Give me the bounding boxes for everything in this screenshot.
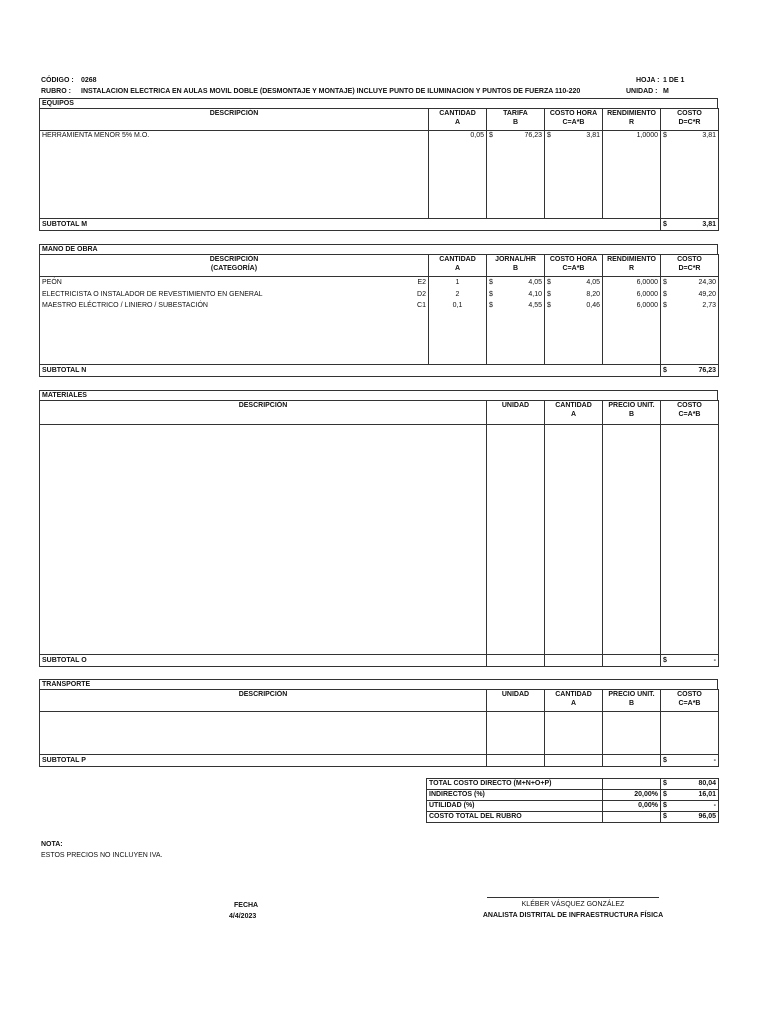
table-row [40, 425, 719, 655]
materiales-table [39, 400, 719, 667]
indirectos-label: INDIRECTOS (%) [427, 790, 603, 801]
indirectos-value: $ 16,01 [661, 790, 719, 801]
costo-total-value: $ 96,05 [661, 812, 719, 823]
materiales-col-precio: PRECIO UNIT. B [603, 401, 661, 425]
mano-obra-costo-hora-cell: $ 4,05 $ 8,20 $ 0,46 [545, 277, 603, 365]
equipos-row-costo: $ 3,81 [661, 131, 719, 219]
equipos-table [39, 108, 719, 231]
table-row [40, 712, 719, 755]
costo-total-label: COSTO TOTAL DEL RUBRO [427, 812, 603, 823]
equipos-col-desc: DESCRIPCIÓN [40, 109, 429, 131]
equipos-col-costo: COSTO D=C*R [661, 109, 719, 131]
utilidad-value: $ - [661, 801, 719, 812]
mano-obra-col-cantidad: CANTIDAD A [429, 255, 487, 277]
materiales-col-cantidad: CANTIDAD A [545, 401, 603, 425]
mano-obra-col-jornal: JORNAL/HR B [487, 255, 545, 277]
table-row [40, 131, 719, 219]
transporte-subtotal-label: SUBTOTAL P [40, 755, 487, 767]
totales-table [426, 778, 719, 823]
mano-obra-costo-cell: $ 24,30 $ 49,20 $ 2,73 [661, 277, 719, 365]
indirectos-pct: 20,00% [603, 790, 661, 801]
mano-obra-subtotal-value: $ 76,23 [661, 365, 719, 377]
equipos-section-title: EQUIPOS [39, 98, 718, 108]
equipos-row-cantidad: 0,05 [429, 131, 487, 219]
firma-name: KLÉBER VÁSQUEZ GONZÁLEZ [521, 901, 625, 908]
signature-line [487, 897, 659, 898]
transporte-col-precio: PRECIO UNIT. B [603, 690, 661, 712]
fecha-label: FECHA [234, 902, 259, 909]
nota-title: NOTA: [41, 841, 63, 848]
equipos-subtotal-value: $ 3,81 [661, 219, 719, 231]
equipos-col-cantidad: CANTIDAD A [429, 109, 487, 131]
mano-obra-desc-cell: PEÓN E2 ELECTRICISTA O INSTALADOR DE REVESTIMIENTO EN GENERAL D2 MAESTRO ELÉCTRICO / LINIERO / SUBESTACIÓN C1 [40, 277, 429, 365]
materiales-col-unidad: UNIDAD [487, 401, 545, 425]
mano-obra-subtotal-label: SUBTOTAL N [40, 365, 429, 377]
materiales-subtotal-label: SUBTOTAL O [40, 655, 487, 667]
unidad-label: UNIDAD : [626, 88, 658, 95]
codigo-label: CÓDIGO : [41, 77, 74, 84]
equipos-col-costo-hora: COSTO HORA C=A*B [545, 109, 603, 131]
materiales-subtotal-value: $ - [661, 655, 719, 667]
mano-obra-col-costo: COSTO D=C*R [661, 255, 719, 277]
table-row [427, 812, 719, 823]
transporte-table [39, 689, 719, 767]
mano-obra-col-desc: DESCRIPCIÓN (CATEGORÍA) [40, 255, 429, 277]
transporte-subtotal-value: $ - [661, 755, 719, 767]
equipos-row-tarifa: $ 76,23 [487, 131, 545, 219]
mano-obra-col-costo-hora: COSTO HORA C=A*B [545, 255, 603, 277]
equipos-col-rendimiento: RENDIMIENTO R [603, 109, 661, 131]
codigo-value: 0268 [81, 77, 97, 84]
rubro-value: INSTALACION ELECTRICA EN AULAS MOVIL DOBLE (DESMONTAJE Y MONTAJE) INCLUYE PUNTO DE ILUMINACION Y PUNTOS DE FUERZA 110-220 [81, 88, 581, 95]
rubro-label: RUBRO : [41, 88, 71, 95]
table-row [427, 801, 719, 812]
materiales-col-desc: DESCRIPCIÓN [40, 401, 487, 425]
mano-obra-rendimiento-cell: 6,0000 6,0000 6,0000 [603, 277, 661, 365]
materiales-section-title: MATERIALES [39, 390, 718, 400]
hoja-value: 1 DE 1 [663, 77, 685, 84]
mano-obra-section-title: MANO DE OBRA [39, 244, 718, 254]
equipos-col-tarifa: TARIFA B [487, 109, 545, 131]
mano-obra-cantidad-cell: 1 2 0,1 [429, 277, 487, 365]
materiales-col-costo: COSTO C=A*B [661, 401, 719, 425]
utilidad-pct: 0,00% [603, 801, 661, 812]
transporte-col-costo: COSTO C=A*B [661, 690, 719, 712]
firma-role: ANALISTA DISTRITAL DE INFRAESTRUCTURA FÍSICA [482, 912, 664, 919]
table-row [427, 779, 719, 790]
mano-obra-col-rendimiento: RENDIMIENTO R [603, 255, 661, 277]
nota-text: ESTOS PRECIOS NO INCLUYEN IVA. [41, 852, 163, 859]
costo-total-pct [603, 812, 661, 823]
total-directo-value: $ 80,04 [661, 779, 719, 790]
transporte-col-desc: DESCRIPCIÓN [40, 690, 487, 712]
equipos-row-desc: HERRAMIENTA MENOR 5% M.O. [40, 131, 429, 219]
transporte-col-cantidad: CANTIDAD A [545, 690, 603, 712]
mano-obra-table [39, 254, 719, 377]
fecha-value: 4/4/2023 [229, 913, 257, 920]
mano-obra-jornal-cell: $ 4,05 $ 4,10 $ 4,55 [487, 277, 545, 365]
total-directo-label: TOTAL COSTO DIRECTO (M+N+O+P) [427, 779, 603, 790]
table-row [427, 790, 719, 801]
transporte-section-title: TRANSPORTE [39, 679, 718, 689]
hoja-label: HOJA : [636, 77, 660, 84]
utilidad-label: UTILIDAD (%) [427, 801, 603, 812]
equipos-subtotal-label: SUBTOTAL M [40, 219, 429, 231]
equipos-row-costo-hora: $ 3,81 [545, 131, 603, 219]
equipos-row-rendimiento: 1,0000 [603, 131, 661, 219]
unidad-value: M [663, 88, 669, 95]
total-directo-pct [603, 779, 661, 790]
table-row [40, 277, 719, 365]
transporte-col-unidad: UNIDAD [487, 690, 545, 712]
